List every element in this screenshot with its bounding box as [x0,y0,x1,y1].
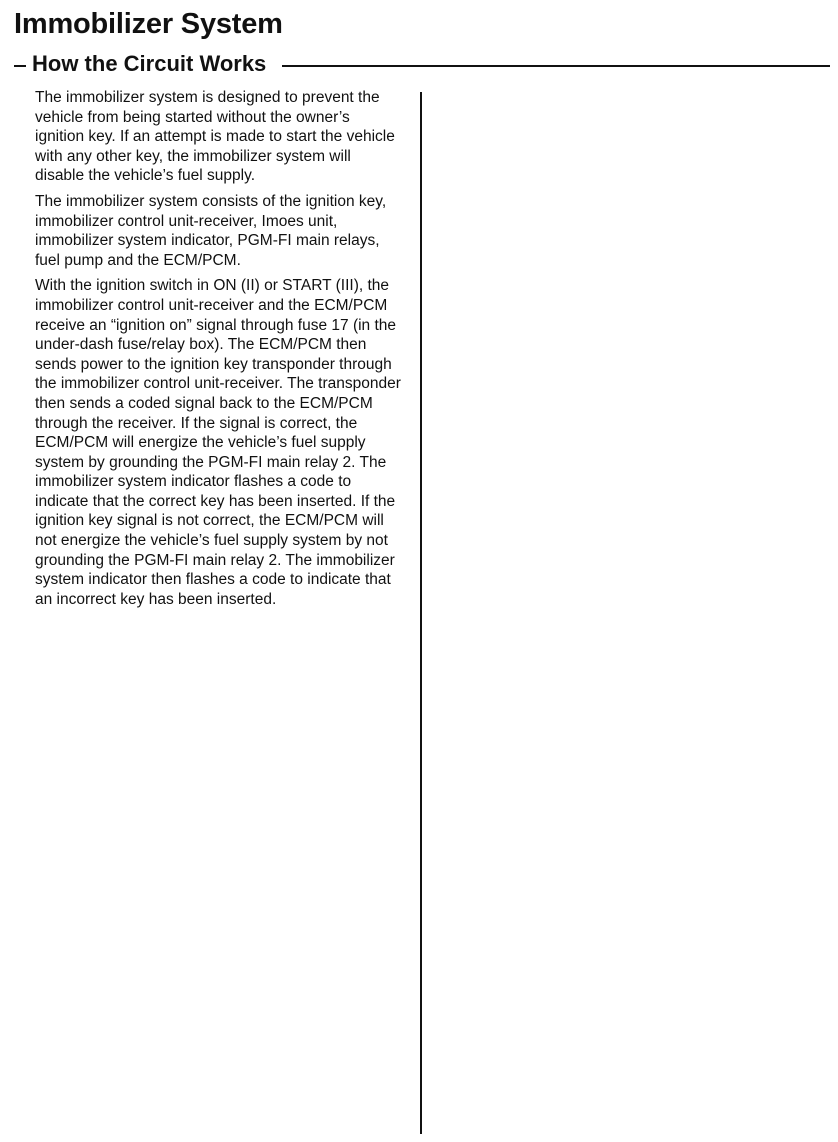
paragraph-components: The immobilizer system consists of the ignition key, immobilizer control unit-receiver, Imoes unit, immobilizer system indicator, PGM-FI main relays, fuel pump and the ECM/PCM. [35,192,387,269]
paragraph-operation: With the ignition switch in ON (II) or START (III), the immobilizer control unit-receiver and the ECM/PCM receive an “ignition on” signal through fuse 17 (in the under-dash fuse/relay box). The ECM/PCM then sends power to the ignition key transponder through the immobilizer control unit-receiver. The transponder then sends a coded signal back to the ECM/PCM through the receiver. If the signal is correct, the ECM/PCM will energize the vehicle’s fuel supply system by grounding the PGM-FI main relay 2. The immobilizer system indicator flashes a code to indicate that the correct key has been inserted. If the ignition key signal is not correct, the ECM/PCM will not energize the vehicle’s fuel supply system by not grounding the PGM-FI main relay 2. The immobilizer system indicator then flashes a code to indicate that an incorrect key has been inserted. [35,277,401,608]
paragraph-purpose: The immobilizer system is designed to prevent the vehicle from being started without the owner’s ignition key. If an attempt is made to start the vehicle with any other key, the immobilizer system will disable the vehicle’s fuel supply. [35,89,395,185]
section-rule [282,65,830,67]
section-heading: How the Circuit Works [32,51,267,76]
section-dash [14,65,26,67]
body-text-column [35,88,403,615]
page-title: Immobilizer System [14,8,283,40]
column-divider [420,92,422,1134]
section-header [14,50,830,80]
